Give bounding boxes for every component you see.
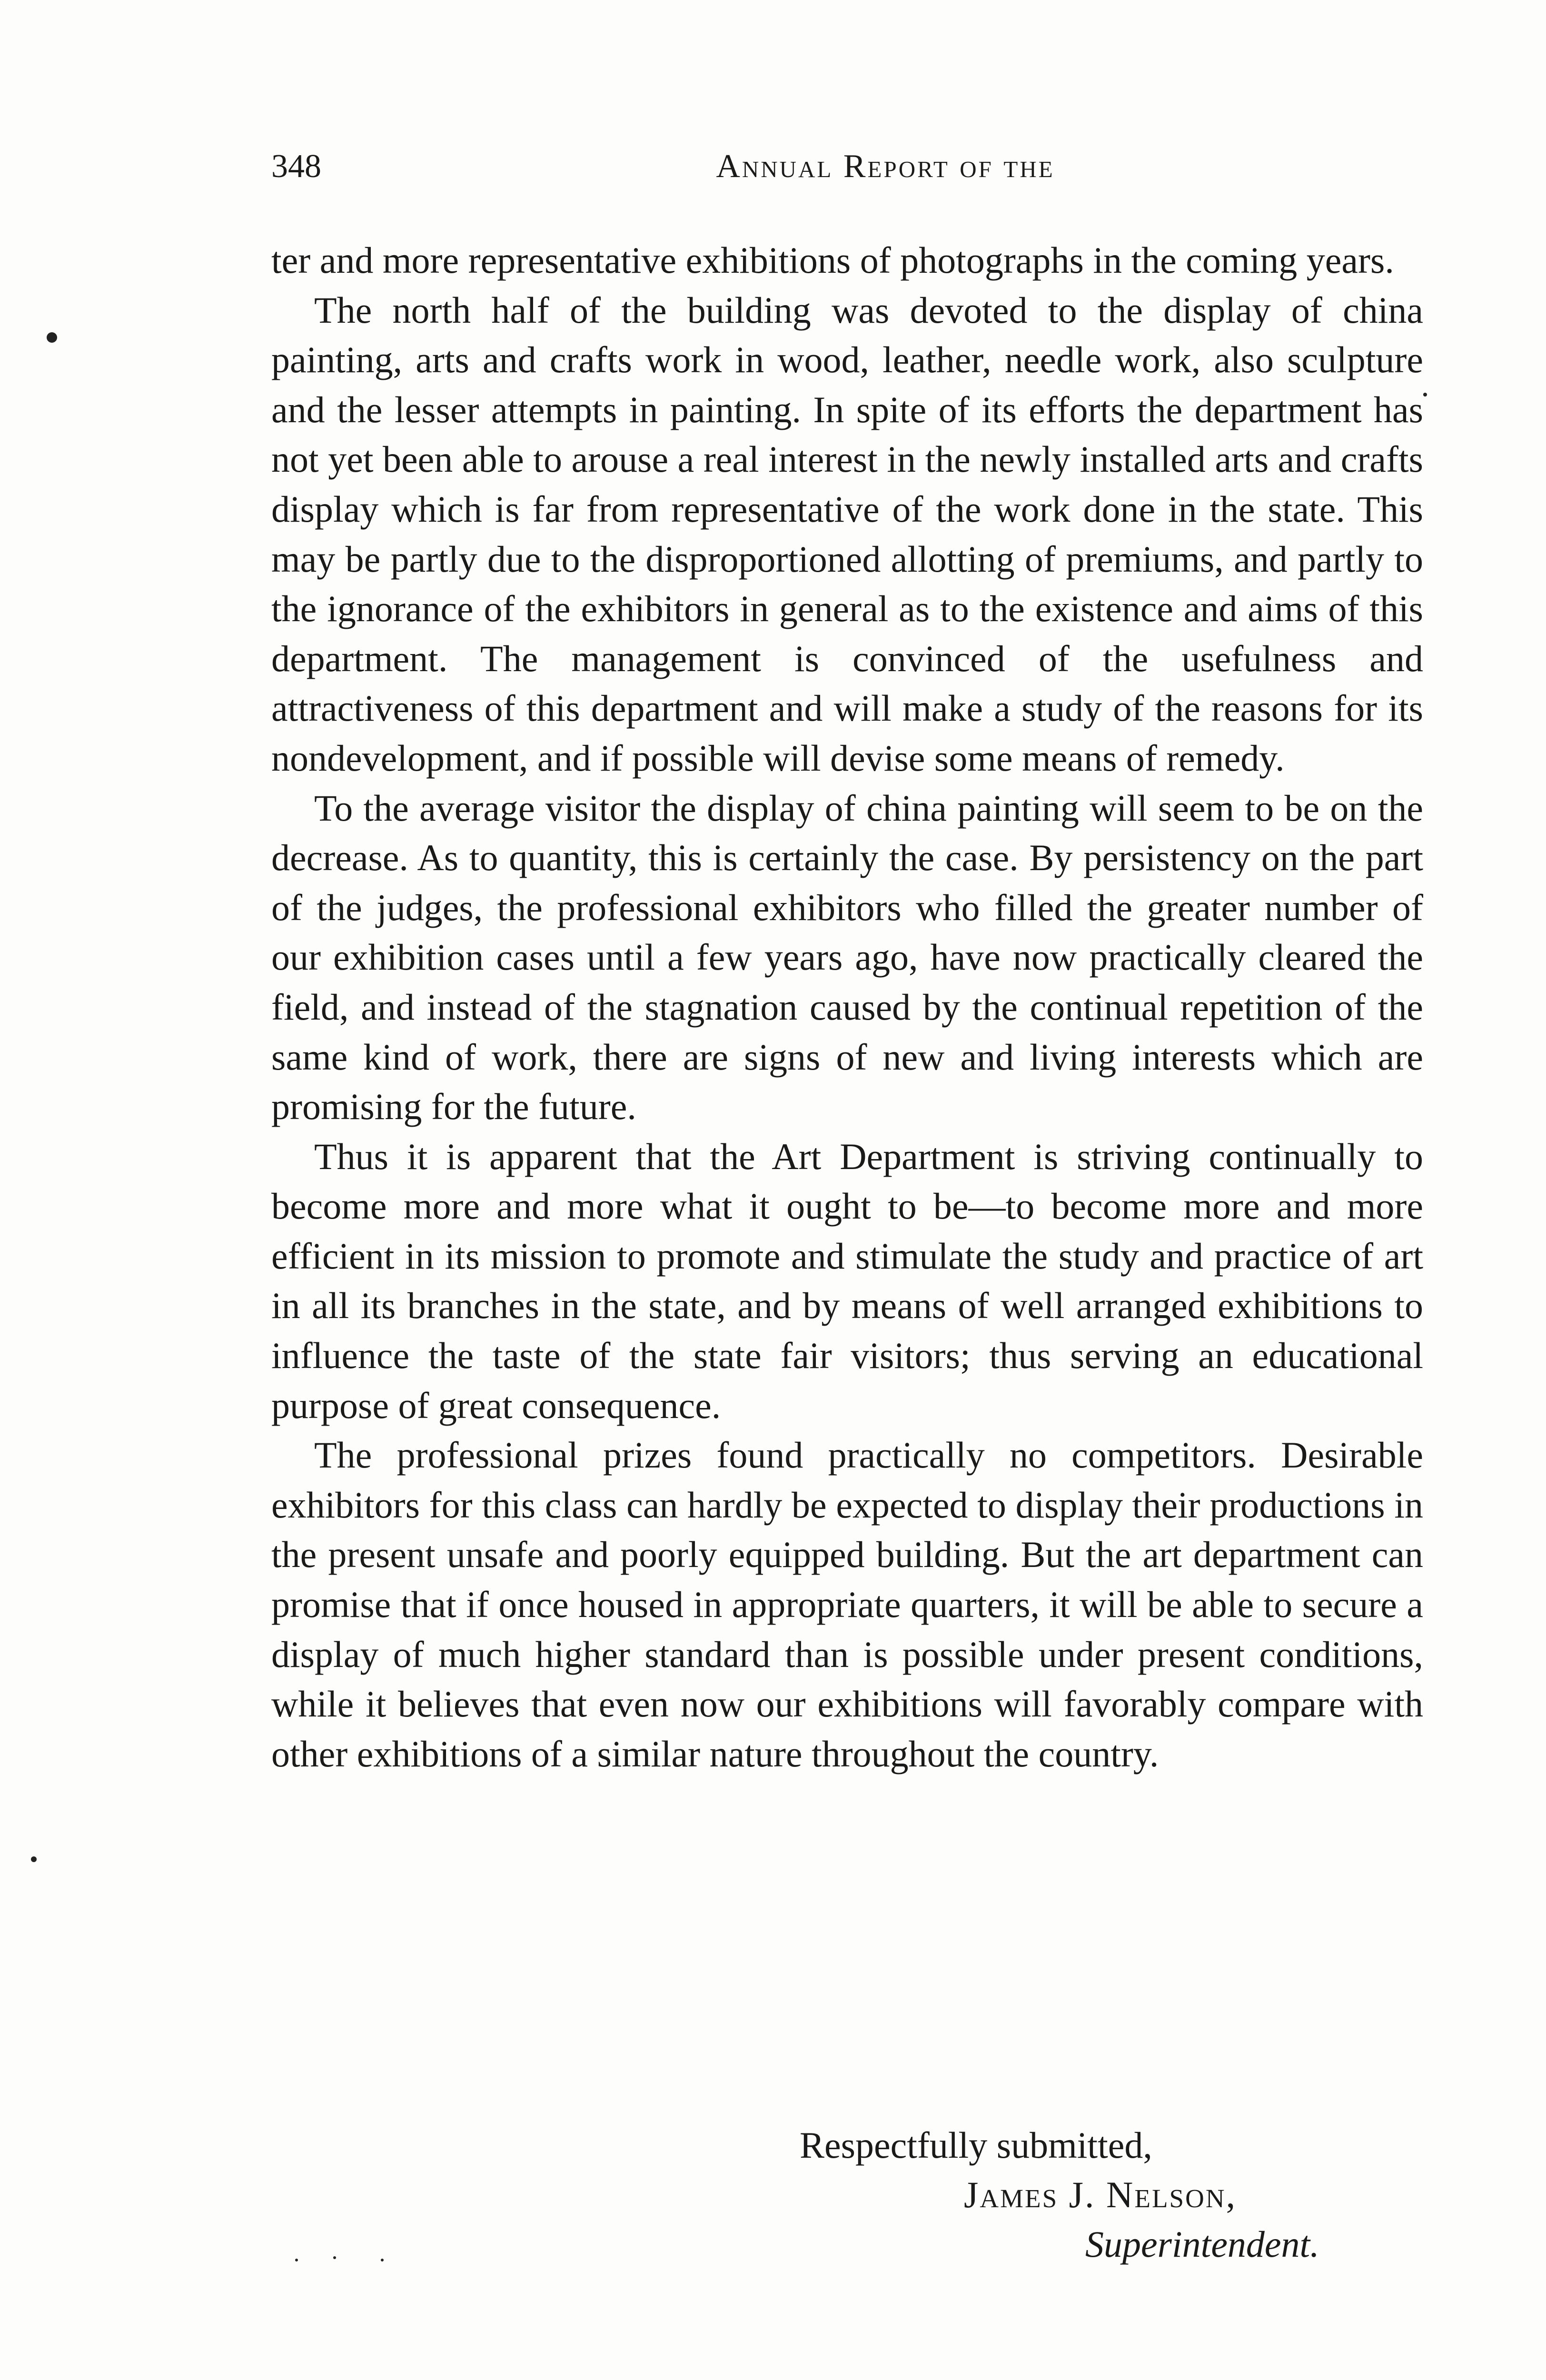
page-number: 348 bbox=[271, 148, 321, 185]
signature-closing: Respectfully submitted, bbox=[800, 2124, 1152, 2166]
running-head: Annual Report of the bbox=[716, 148, 1055, 185]
signature-title: Superintendent. bbox=[1085, 2223, 1319, 2265]
signature-block bbox=[271, 2121, 1423, 2269]
paragraph: The professional prizes found practically no competitors. Desirable exhibitors for this class can hardly be expected to display their productions in the present unsafe and poorly equipped building. But the art department can promise that if once housed in appropriate quarters, it will be able to secure a display of much higher standard than is possible under present conditions, while it believes that even now our exhibitions will favorably compare with other exhibitions of a similar nature throughout the country. bbox=[271, 1434, 1423, 1775]
scan-speck bbox=[1423, 393, 1427, 397]
paragraph: Thus it is apparent that the Art Department is striving continually to become more and more what it ought to be—to become more and more efficient in its mission to promote and stimulate the study and practice of art in all its branches in the state, and by means of well arranged exhibitions to influence the taste of the state fair visitors; thus serving an educational purpose of great consequence. bbox=[271, 1135, 1423, 1426]
scan-speck bbox=[295, 2259, 298, 2261]
paragraph-continued: ter and more representative exhibitions of photographs in the coming years. bbox=[271, 239, 1394, 281]
scan-speck bbox=[333, 2256, 336, 2259]
scan-speck bbox=[381, 2259, 384, 2261]
signature-name: James J. Nelson, bbox=[964, 2174, 1237, 2215]
body-text bbox=[271, 236, 1423, 1779]
scan-speck bbox=[31, 1856, 37, 1862]
scan-speck bbox=[47, 332, 57, 343]
paragraph: The north half of the building was devoted to the display of china painting, arts and crafts work in wood, leather, needle work, also sculpture and the lesser attempts in painting. In spite of its efforts the department has not yet been able to arouse a real interest in the newly installed arts and crafts display which is far from representative of the work done in the state. This may be partly due to the disproportioned allotting of premiums, and partly to the ignorance of the exhibitors in general as to the existence and aims of this department. The management is convinced of the usefulness and attractiveness of this department and will make a study of the reasons for its nondevelopment, and if possible will devise some means of remedy. bbox=[271, 289, 1423, 779]
page-header bbox=[271, 143, 1423, 195]
paragraph: To the average visitor the display of china painting will seem to be on the decrease. As to quantity, this is certainly the case. By persistency on the part of the judges, the professional exhibitors who filled the greater number of our exhibition cases until a few years ago, have now practically cleared the field, and instead of the stagnation caused by the continual repetition of the same kind of work, there are signs of new and living interests which are promising for the future. bbox=[271, 787, 1423, 1128]
